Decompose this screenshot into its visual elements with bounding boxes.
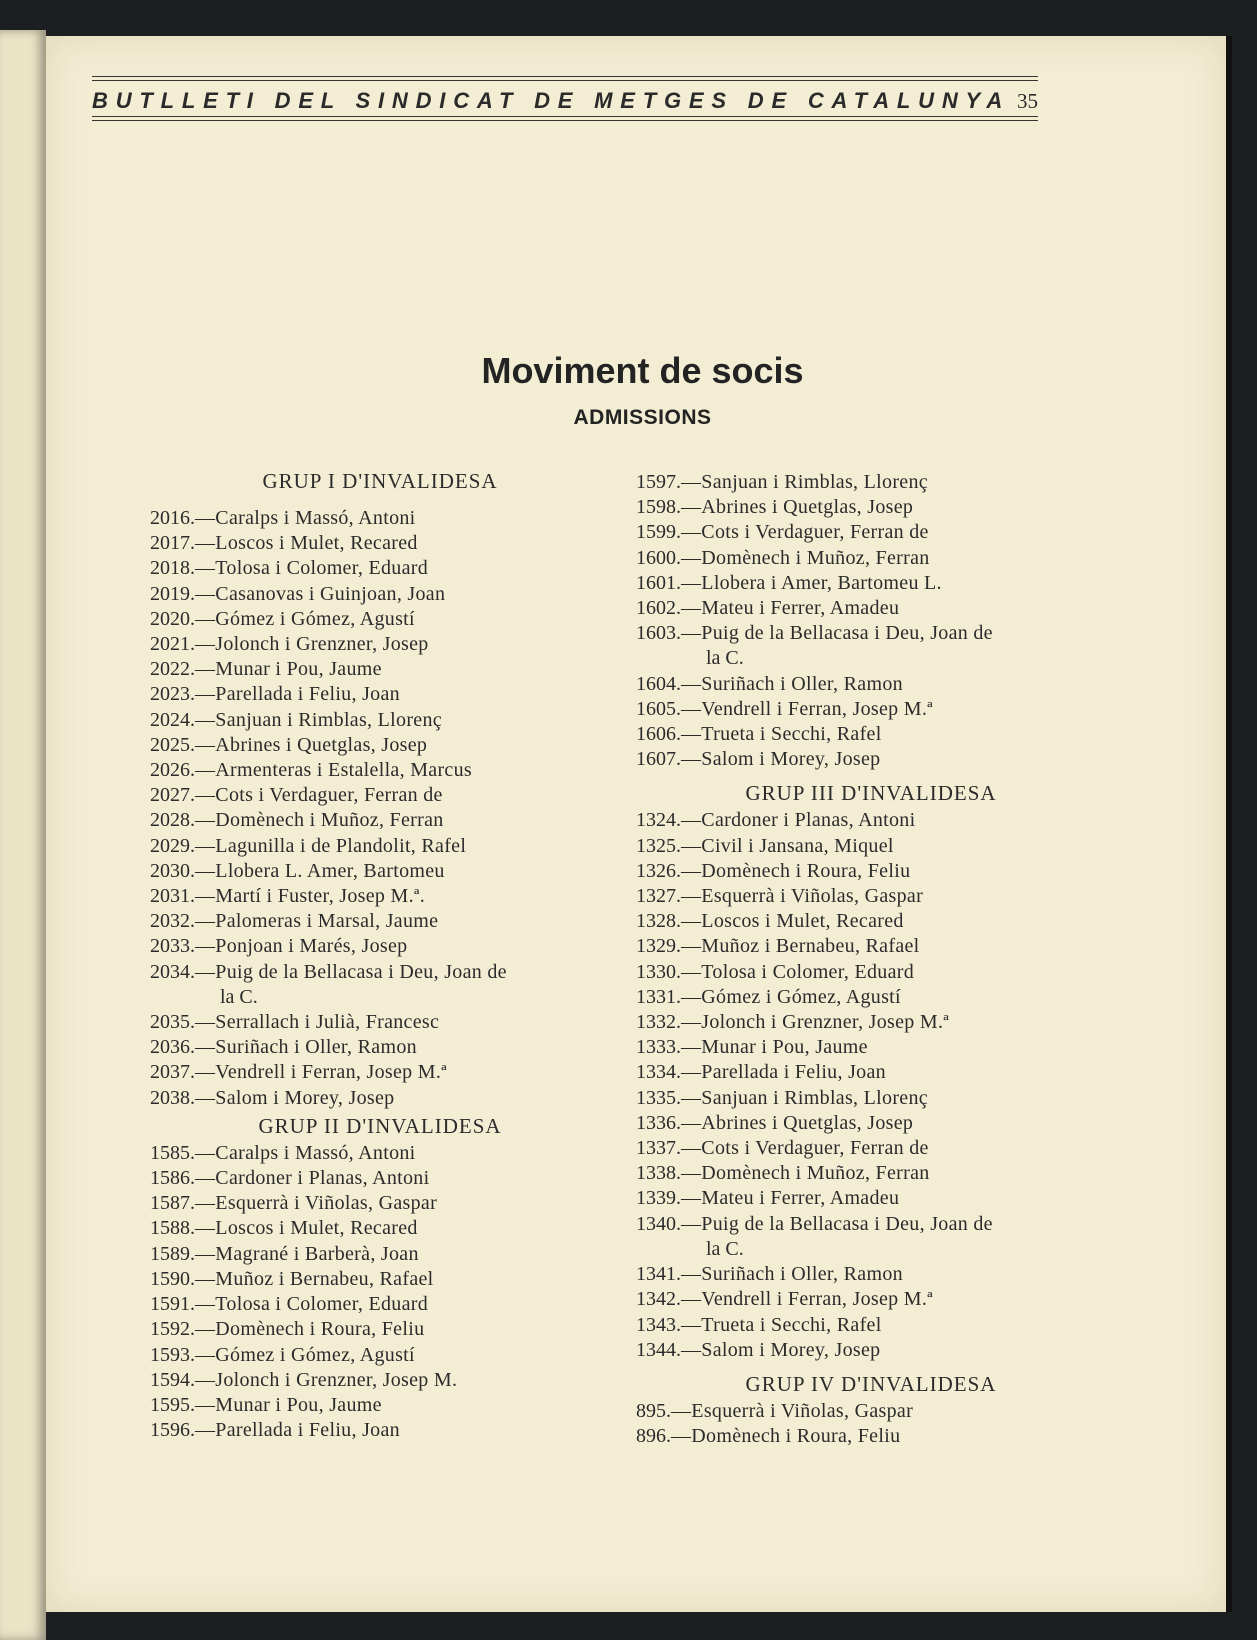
member-number: 2031. (150, 885, 195, 908)
left-column (150, 466, 590, 1443)
member-number: 1591. (150, 1293, 195, 1316)
member-entry (150, 884, 590, 909)
member-name: —Esquerrà i Viñolas, Gaspar (681, 885, 924, 908)
member-number: 1330. (636, 960, 681, 983)
member-number: 2025. (150, 733, 195, 756)
member-number: 2021. (150, 633, 195, 656)
member-name: —Suriñach i Oller, Ramon (195, 1036, 417, 1059)
member-number: 1332. (636, 1011, 681, 1034)
member-entry (150, 1191, 590, 1216)
member-number: 1588. (150, 1217, 195, 1240)
member-number: 1607. (636, 748, 681, 771)
member-entry (636, 1161, 1086, 1186)
member-name: —Cots i Verdaguer, Ferran de (681, 1137, 929, 1160)
member-name: —Esquerrà i Viñolas, Gaspar (671, 1399, 914, 1422)
member-number: 1596. (150, 1419, 195, 1442)
member-name: —Abrines i Quetglas, Josep (681, 496, 914, 519)
member-entry (636, 1313, 1086, 1338)
member-number: 1334. (636, 1061, 681, 1084)
member-entry (150, 1060, 590, 1085)
page-number: 35 (1017, 89, 1038, 113)
member-name: —Loscos i Mulet, Recared (195, 1217, 418, 1240)
member-name: —Tolosa i Colomer, Eduard (195, 557, 429, 580)
member-entry (150, 1035, 590, 1060)
member-entry (150, 582, 590, 607)
member-name-continuation: la C. (220, 985, 258, 1008)
member-entry (150, 1343, 590, 1368)
member-name: —Caralps i Massó, Antoni (195, 507, 416, 529)
member-entry (636, 985, 1086, 1010)
member-number: 1325. (636, 834, 681, 857)
member-name: —Sanjuan i Rimblas, Llorenç (195, 708, 442, 731)
member-number: 1606. (636, 723, 681, 746)
member-name: —Domènech i Muñoz, Ferran (681, 546, 930, 569)
page-title: Moviment de socis (481, 350, 804, 391)
member-entry (636, 747, 1086, 772)
group-heading: GRUP II D'INVALIDESA (258, 1113, 502, 1138)
member-name: —Magrané i Barberà, Joan (195, 1242, 419, 1265)
member-number: 1343. (636, 1313, 681, 1336)
group-heading: GRUP IV D'INVALIDESA (745, 1371, 997, 1396)
member-name: —Tolosa i Colomer, Eduard (681, 960, 915, 983)
member-number: 1604. (636, 672, 681, 695)
member-number: 895. (636, 1399, 671, 1422)
member-name: —Parellada i Feliu, Joan (195, 683, 400, 706)
member-entry (636, 834, 1086, 859)
member-entry (150, 783, 590, 808)
member-entry (636, 596, 1086, 621)
member-name: —Munar i Pou, Jaume (195, 658, 382, 681)
member-number: 1324. (636, 809, 681, 832)
member-name: —Munar i Pou, Jaume (195, 1393, 382, 1416)
member-name-continuation: la C. (706, 1237, 744, 1260)
running-header (92, 76, 1038, 124)
member-entry (150, 1267, 590, 1292)
member-name: —Muñoz i Bernabeu, Rafael (681, 935, 920, 958)
section-subtitle: ADMISSIONS (573, 406, 712, 429)
member-number: 2024. (150, 708, 195, 731)
member-number: 2018. (150, 557, 195, 580)
member-number: 1600. (636, 546, 681, 569)
member-name: —Puig de la Bellacasa i Deu, Joan de (681, 622, 993, 645)
member-entry (150, 708, 590, 733)
member-number: 1341. (636, 1263, 681, 1286)
member-number: 1340. (636, 1212, 681, 1235)
member-entry (636, 909, 1086, 934)
member-number: 1593. (150, 1343, 195, 1366)
member-entry (150, 506, 590, 531)
member-entry (150, 682, 590, 707)
member-entry (150, 632, 590, 657)
member-name: —Domènech i Roura, Feliu (681, 859, 911, 882)
member-entry (636, 672, 1086, 697)
member-name: —Loscos i Mulet, Recared (195, 532, 418, 555)
member-number: 1602. (636, 597, 681, 620)
member-number: 1587. (150, 1192, 195, 1215)
member-name: —Domènech i Muñoz, Ferran (195, 809, 444, 832)
member-name: —Sanjuan i Rimblas, Llorenç (681, 1086, 928, 1109)
member-entry (150, 607, 590, 632)
member-entry (636, 884, 1086, 909)
member-entry (636, 960, 1086, 985)
member-name: —Tolosa i Colomer, Eduard (195, 1293, 429, 1316)
member-entry (150, 1317, 590, 1342)
member-number: 2036. (150, 1036, 195, 1059)
member-entry (150, 960, 590, 1010)
member-name: —Gómez i Gómez, Agustí (195, 607, 415, 630)
member-number: 1592. (150, 1318, 195, 1341)
member-entry (150, 1086, 590, 1111)
member-number: 1585. (150, 1141, 195, 1164)
header-rule-top-inner (92, 80, 1038, 81)
member-name: —Esquerrà i Viñolas, Gaspar (195, 1192, 438, 1215)
member-name: —Vendrell i Ferran, Josep M.ª (681, 1288, 933, 1311)
member-name: —Parellada i Feliu, Joan (681, 1061, 886, 1084)
member-entry (636, 1111, 1086, 1136)
member-name: —Llobera L. Amer, Bartomeu (195, 859, 445, 882)
member-name: —Lagunilla i de Plandolit, Rafel (195, 834, 467, 857)
member-number: 1333. (636, 1036, 681, 1059)
member-entry (150, 758, 590, 783)
member-number: 1595. (150, 1393, 195, 1416)
member-number: 1327. (636, 885, 681, 908)
member-number: 2023. (150, 683, 195, 706)
member-entry (636, 1399, 1086, 1424)
member-entry (150, 1393, 590, 1418)
member-name: —Trueta i Secchi, Rafel (681, 723, 882, 746)
member-entry (150, 859, 590, 884)
member-number: 896. (636, 1425, 671, 1448)
member-entry (150, 1166, 590, 1191)
member-number: 2020. (150, 607, 195, 630)
member-entry (636, 1287, 1086, 1312)
header-rule-top (92, 76, 1038, 77)
member-number: 1598. (636, 496, 681, 519)
member-name: —Martí i Fuster, Josep M.ª. (195, 885, 426, 908)
member-number: 1335. (636, 1086, 681, 1109)
member-entry (636, 1186, 1086, 1211)
member-name-continuation: la C. (706, 647, 744, 670)
member-number: 1344. (636, 1338, 681, 1361)
member-number: 2026. (150, 759, 195, 782)
member-name: —Serrallach i Julià, Francesc (195, 1011, 440, 1034)
header-rule-bottom-inner (92, 116, 1038, 117)
member-name: —Abrines i Quetglas, Josep (681, 1111, 914, 1134)
member-entry (150, 1368, 590, 1393)
member-name: —Salom i Morey, Josep (195, 1086, 395, 1109)
member-entry (150, 1292, 590, 1317)
member-entry (150, 909, 590, 934)
member-number: 1326. (636, 859, 681, 882)
member-number: 1597. (636, 471, 681, 493)
member-name: —Ponjoan i Marés, Josep (195, 935, 408, 958)
member-number: 2027. (150, 784, 195, 807)
header-rule-bottom (92, 120, 1038, 121)
group-heading: GRUP III D'INVALIDESA (745, 781, 997, 806)
member-entry (636, 1338, 1086, 1363)
member-entry (636, 470, 1086, 495)
member-entry (636, 697, 1086, 722)
member-entry (150, 733, 590, 758)
member-number: 2029. (150, 834, 195, 857)
member-name: —Vendrell i Ferran, Josep M.ª (681, 697, 933, 720)
member-name: —Vendrell i Ferran, Josep M.ª (195, 1061, 447, 1084)
member-number: 1338. (636, 1162, 681, 1185)
member-number: 1328. (636, 910, 681, 933)
member-entry (636, 1212, 1086, 1262)
member-name: —Jolonch i Grenzner, Josep (195, 633, 429, 656)
member-entry (150, 1216, 590, 1241)
member-entry (150, 1418, 590, 1443)
member-number: 1339. (636, 1187, 681, 1210)
member-name: —Trueta i Secchi, Rafel (681, 1313, 882, 1336)
member-entry (150, 657, 590, 682)
member-name: —Civil i Jansana, Miquel (681, 834, 894, 857)
member-entry (636, 495, 1086, 520)
member-name: —Salom i Morey, Josep (681, 1338, 881, 1361)
member-number: 2035. (150, 1011, 195, 1034)
member-number: 1605. (636, 697, 681, 720)
member-entry (636, 1262, 1086, 1287)
member-number: 2019. (150, 582, 195, 605)
member-entry (636, 546, 1086, 571)
member-entry (636, 1086, 1086, 1111)
member-name: —Mateu i Ferrer, Amadeu (681, 1187, 900, 1210)
member-name: —Palomeras i Marsal, Jaume (195, 910, 439, 933)
member-entry (150, 556, 590, 581)
member-entry (636, 1136, 1086, 1161)
member-number: 2037. (150, 1061, 195, 1084)
member-name: —Cardoner i Planas, Antoni (195, 1167, 430, 1190)
member-entry (636, 520, 1086, 545)
member-name: —Cots i Verdaguer, Ferran de (195, 784, 443, 807)
member-number: 2032. (150, 910, 195, 933)
member-name: —Cardoner i Planas, Antoni (681, 809, 916, 832)
member-number: 1331. (636, 985, 681, 1008)
member-number: 2030. (150, 859, 195, 882)
member-name: —Suriñach i Oller, Ramon (681, 1263, 903, 1286)
member-name: —Salom i Morey, Josep (681, 748, 881, 771)
book-spine-edge (0, 30, 46, 1640)
member-entry (150, 1141, 590, 1166)
member-number: 1590. (150, 1267, 195, 1290)
member-name: —Muñoz i Bernabeu, Rafael (195, 1267, 434, 1290)
member-name: —Abrines i Quetglas, Josep (195, 733, 428, 756)
member-entry (636, 934, 1086, 959)
member-number: 2028. (150, 809, 195, 832)
member-name: —Domènech i Roura, Feliu (671, 1425, 901, 1448)
member-entry (150, 934, 590, 959)
member-name: —Jolonch i Grenzner, Josep M.ª (681, 1011, 950, 1034)
member-entry (636, 859, 1086, 884)
member-entry (150, 531, 590, 556)
member-number: 2017. (150, 532, 195, 555)
right-column (636, 470, 1086, 1449)
journal-title: BUTLLETI DEL SINDICAT DE METGES DE CATALUNYA (92, 88, 1011, 113)
member-entry (636, 722, 1086, 747)
member-number: 1603. (636, 622, 681, 645)
member-name: —Puig de la Bellacasa i Deu, Joan de (195, 960, 507, 983)
member-name: —Casanovas i Guinjoan, Joan (195, 582, 446, 605)
member-entry (636, 1035, 1086, 1060)
member-entry (150, 1010, 590, 1035)
member-number: 1601. (636, 571, 681, 594)
member-number: 2033. (150, 935, 195, 958)
member-name: —Armenteras i Estalella, Marcus (195, 759, 472, 782)
member-entry (636, 1010, 1086, 1035)
group-heading: GRUP I D'INVALIDESA (262, 469, 498, 493)
member-name: —Sanjuan i Rimblas, Llorenç (681, 471, 928, 493)
member-number: 1329. (636, 935, 681, 958)
member-name: —Munar i Pou, Jaume (681, 1036, 868, 1059)
member-entry (636, 1060, 1086, 1085)
member-entry (150, 1242, 590, 1267)
member-number: 1337. (636, 1137, 681, 1160)
member-name: —Gómez i Gómez, Agustí (195, 1343, 415, 1366)
member-entry (636, 571, 1086, 596)
member-number: 2022. (150, 658, 195, 681)
member-name: —Gómez i Gómez, Agustí (681, 985, 901, 1008)
member-name: —Cots i Verdaguer, Ferran de (681, 521, 929, 544)
member-number: 1599. (636, 521, 681, 544)
member-number: 2016. (150, 507, 195, 529)
member-number: 1586. (150, 1167, 195, 1190)
member-entry (150, 808, 590, 833)
member-entry (150, 834, 590, 859)
member-number: 1594. (150, 1368, 195, 1391)
member-entry (636, 621, 1086, 671)
member-number: 1589. (150, 1242, 195, 1265)
member-number: 2038. (150, 1086, 195, 1109)
member-name: —Llobera i Amer, Bartomeu L. (681, 571, 942, 594)
member-entry (636, 808, 1086, 833)
member-name: —Parellada i Feliu, Joan (195, 1419, 400, 1442)
member-name: —Caralps i Massó, Antoni (195, 1141, 416, 1164)
member-number: 1342. (636, 1288, 681, 1311)
member-name: —Jolonch i Grenzner, Josep M. (195, 1368, 458, 1391)
member-name: —Mateu i Ferrer, Amadeu (681, 597, 900, 620)
member-entry (636, 1424, 1086, 1449)
member-name: —Loscos i Mulet, Recared (681, 910, 904, 933)
member-number: 2034. (150, 960, 195, 983)
member-name: —Puig de la Bellacasa i Deu, Joan de (681, 1212, 993, 1235)
member-name: —Domènech i Roura, Feliu (195, 1318, 425, 1341)
member-name: —Suriñach i Oller, Ramon (681, 672, 903, 695)
member-name: —Domènech i Muñoz, Ferran (681, 1162, 930, 1185)
member-number: 1336. (636, 1111, 681, 1134)
